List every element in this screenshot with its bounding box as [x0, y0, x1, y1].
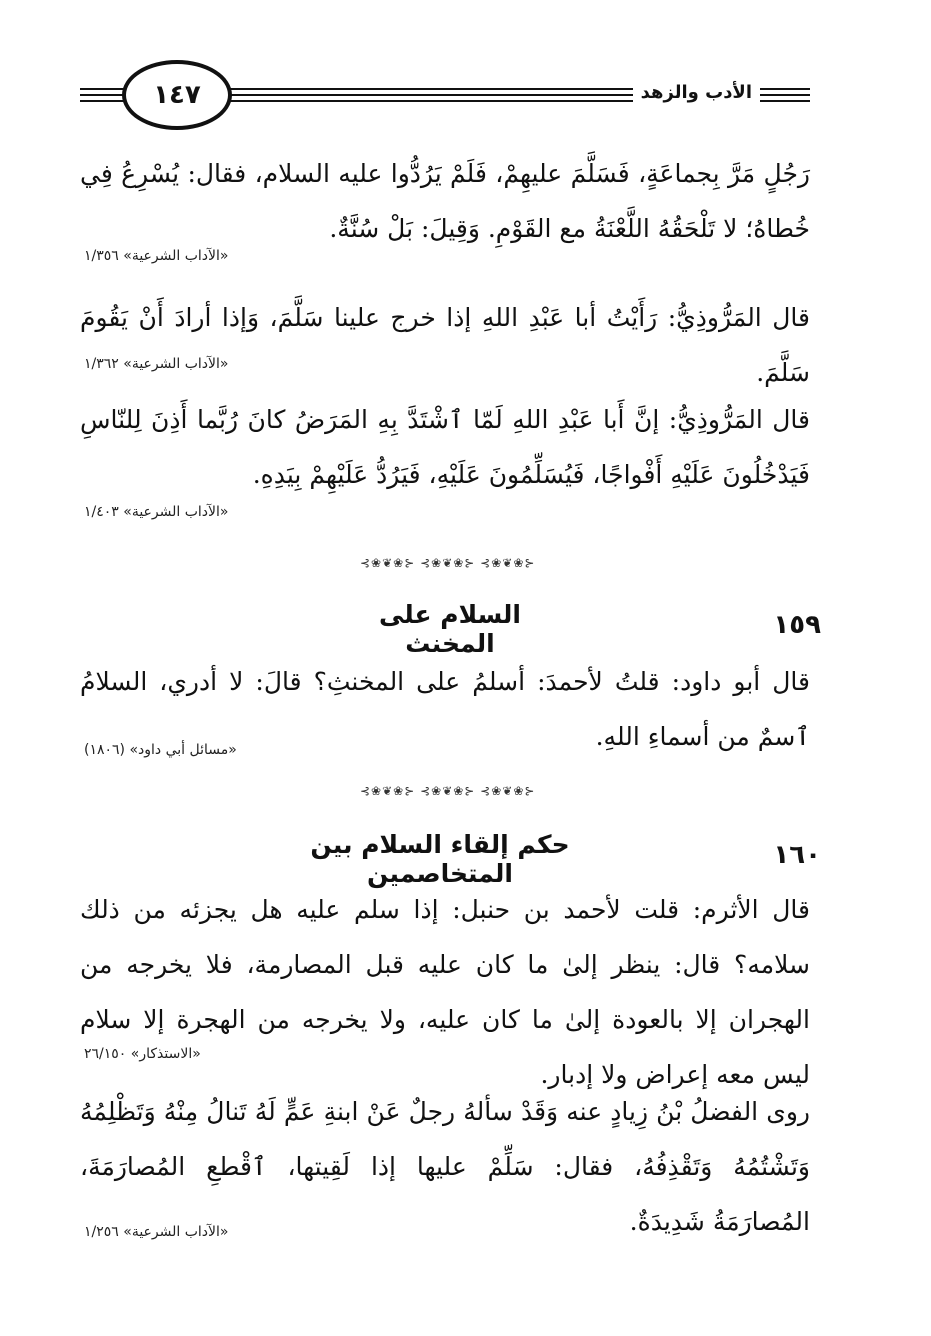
source-citation: «الآداب الشرعية» ١/٣٥٦	[84, 248, 229, 264]
running-title: الأدب والزهد	[633, 82, 760, 103]
paragraph: روى الفضلُ بْنُ زِيادٍ عنه وَقَدْ سألهُ رجلٌ عَنْ ابنةِ عَمٍّ لَهُ تَنالُ مِنْهُ وَتَظْلِمُهُ وَتَشْتُمُهُ وَتَقْذِفُهُ، فقال: سَلِّمْ عليها إذا لَقِيتها، ٱقْطعِ المُصارَمَةَ، المُصارَمَةُ شَدِيدَةٌ.	[80, 1097, 810, 1236]
ornament-divider: ⊰❀❦❀⊱ ⊰❀❦❀⊱ ⊰❀❦❀⊱	[360, 556, 536, 570]
paragraph: رَجُلٍ مَرَّ بِجماعَةٍ، فَسَلَّمَ عليهِمْ، فَلَمْ يَرُدُّوا عليه السلام، فقال: يُسْرِعُ فِي خُطاهُ؛ لا تَلْحَقُهُ اللَّعْنَةُ مع القَوْمِ. وَقِيلَ: بَلْ سُنَّةٌ.	[80, 159, 810, 243]
section-number: ١٥٩	[773, 610, 821, 640]
ornament-divider: ⊰❀❦❀⊱ ⊰❀❦❀⊱ ⊰❀❦❀⊱	[360, 784, 536, 798]
section-title: السلام على المخنث	[379, 600, 521, 658]
paragraph: قال أبو داود: قلتُ لأحمدَ: أسلمُ على المخنثِ؟ قالَ: لا أدري، السلامُ ٱسمٌ من أسماءِ اللهِ.	[80, 667, 810, 751]
source-citation: «الآداب الشرعية» ١/٤٠٣	[84, 504, 229, 520]
paragraph: قال المَرُّوذِيُّ: رَأَيْتُ أبا عَبْدِ اللهِ إذا خرج علينا سَلَّمَ، وَإذا أرادَ أَنْ يَقُومَ سَلَّمَ.	[80, 303, 810, 387]
source-citation: «مسائل أبي داود» (١٨٠٦)	[84, 742, 237, 758]
source-citation: «الآداب الشرعية» ١/٣٦٢	[84, 356, 229, 372]
paragraph: قال المَرُّوذِيُّ: إنَّ أَبا عَبْدِ اللهِ لَمّا ٱشْتَدَّ بِهِ المَرَضُ كانَ رُبَّما أَذِنَ لِلنّاسِ فَيَدْخُلُونَ عَلَيْهِ أَفْواجًا، فَيُسَلِّمُونَ عَلَيْهِ، فَيَرُدُّ عَلَيْهِمْ بِيَدِهِ.	[80, 405, 810, 489]
source-citation: «الاستذكار» ٢٦/١٥٠	[84, 1046, 201, 1062]
section-title: حكم إلقاء السلام بين المتخاصمين	[310, 830, 570, 888]
page-header	[80, 60, 810, 130]
section-number: ١٦٠	[773, 840, 821, 870]
page-number: ١٤٧	[122, 60, 232, 130]
source-citation: «الآداب الشرعية» ١/٢٥٦	[84, 1224, 229, 1240]
paragraph: قال الأثرم: قلت لأحمد بن حنبل: إذا سلم عليه هل يجزئه من ذلك سلامه؟ قال: ينظر إلىٰ ما كان عليه قبل المصارمة، فلا يخرجه من الهجران إلا بالعودة إلىٰ ما كان عليه، ولا يخرجه من الهجرة إلا سلام ليس معه إعراض ولا إدبار.	[80, 895, 810, 1089]
